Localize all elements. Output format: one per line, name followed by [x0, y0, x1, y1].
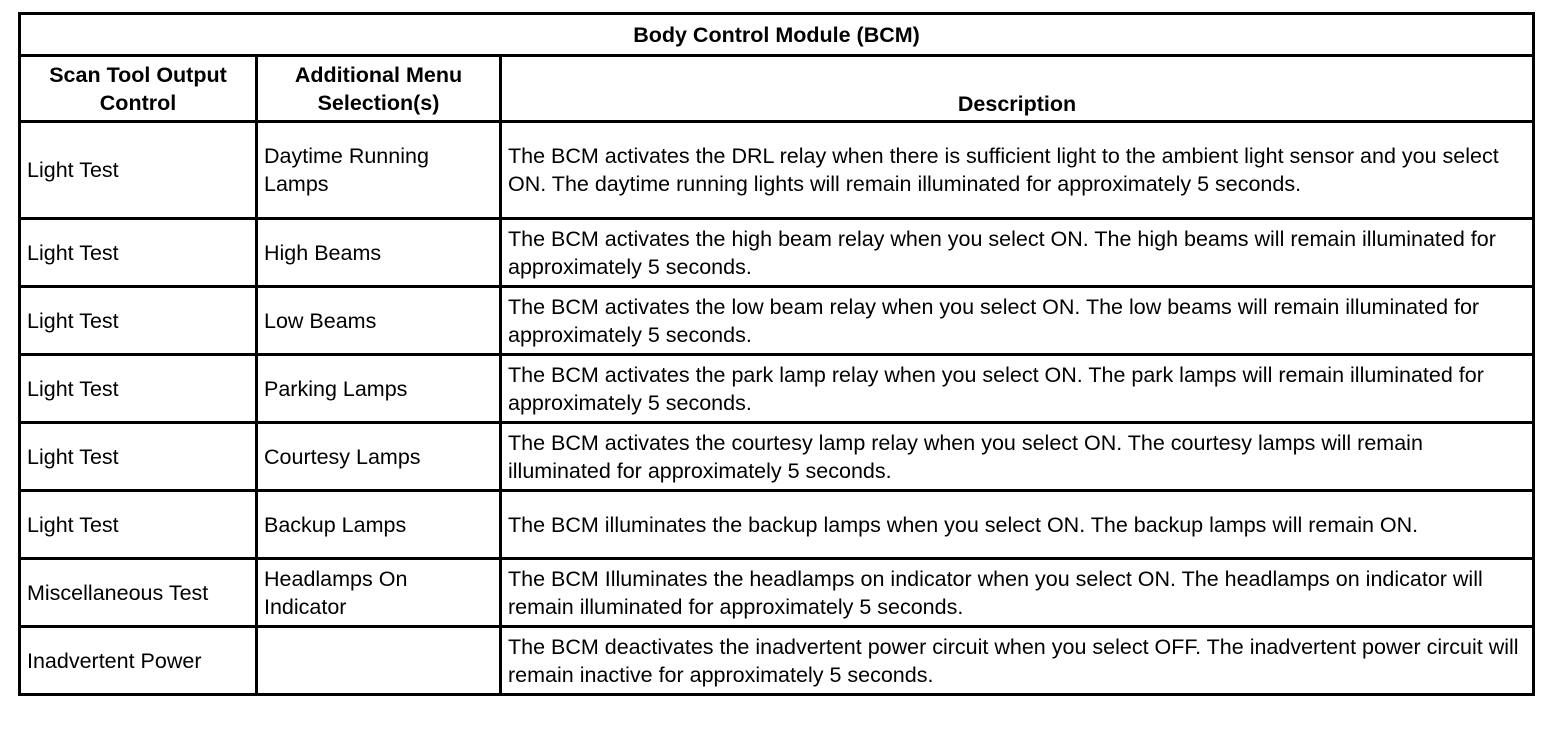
- description-cell: The BCM illuminates the backup lamps when you select ON. The backup lamps will remain ON.: [501, 491, 1534, 559]
- control-cell: Light Test: [20, 423, 257, 491]
- table-row: [20, 559, 1534, 627]
- control-cell: Inadvertent Power: [20, 627, 257, 695]
- selection-cell: Backup Lamps: [257, 491, 501, 559]
- table-caption: Body Control Module (BCM): [20, 14, 1534, 56]
- table-row: [20, 355, 1534, 423]
- control-cell: Miscellaneous Test: [20, 559, 257, 627]
- selection-cell: Courtesy Lamps: [257, 423, 501, 491]
- table-row: [20, 287, 1534, 355]
- description-cell: The BCM activates the courtesy lamp relay when you select ON. The courtesy lamps will remain illuminated for approximately 5 seconds.: [501, 423, 1534, 491]
- selection-cell: Headlamps On Indicator: [257, 559, 501, 627]
- table-row: [20, 423, 1534, 491]
- control-cell: Light Test: [20, 122, 257, 219]
- control-cell: Light Test: [20, 287, 257, 355]
- table-row: [20, 627, 1534, 695]
- header-scan-tool-output-control: Scan Tool Output Control: [20, 56, 257, 122]
- control-cell: Light Test: [20, 491, 257, 559]
- selection-cell: Daytime Running Lamps: [257, 122, 501, 219]
- description-cell: The BCM Illuminates the headlamps on indicator when you select ON. The headlamps on indicator will remain illuminated for approximately 5 seconds.: [501, 559, 1534, 627]
- control-cell: Light Test: [20, 219, 257, 287]
- table-row: [20, 122, 1534, 219]
- description-cell: The BCM activates the high beam relay when you select ON. The high beams will remain illuminated for approximately 5 seconds.: [501, 219, 1534, 287]
- description-cell: The BCM activates the park lamp relay when you select ON. The park lamps will remain illuminated for approximately 5 seconds.: [501, 355, 1534, 423]
- bcm-output-control-table: [18, 12, 1535, 696]
- table-row: [20, 219, 1534, 287]
- header-additional-menu-selections: Additional Menu Selection(s): [257, 56, 501, 122]
- selection-cell: Low Beams: [257, 287, 501, 355]
- selection-cell: [257, 627, 501, 695]
- selection-cell: Parking Lamps: [257, 355, 501, 423]
- control-cell: Light Test: [20, 355, 257, 423]
- description-cell: The BCM activates the low beam relay when you select ON. The low beams will remain illuminated for approximately 5 seconds.: [501, 287, 1534, 355]
- table-row: [20, 491, 1534, 559]
- description-cell: The BCM deactivates the inadvertent power circuit when you select OFF. The inadvertent power circuit will remain inactive for approximately 5 seconds.: [501, 627, 1534, 695]
- header-row: [20, 56, 1534, 122]
- description-cell: The BCM activates the DRL relay when there is sufficient light to the ambient light sensor and you select ON. The daytime running lights will remain illuminated for approximately 5 seconds.: [501, 122, 1534, 219]
- selection-cell: High Beams: [257, 219, 501, 287]
- header-description: Description: [501, 56, 1534, 122]
